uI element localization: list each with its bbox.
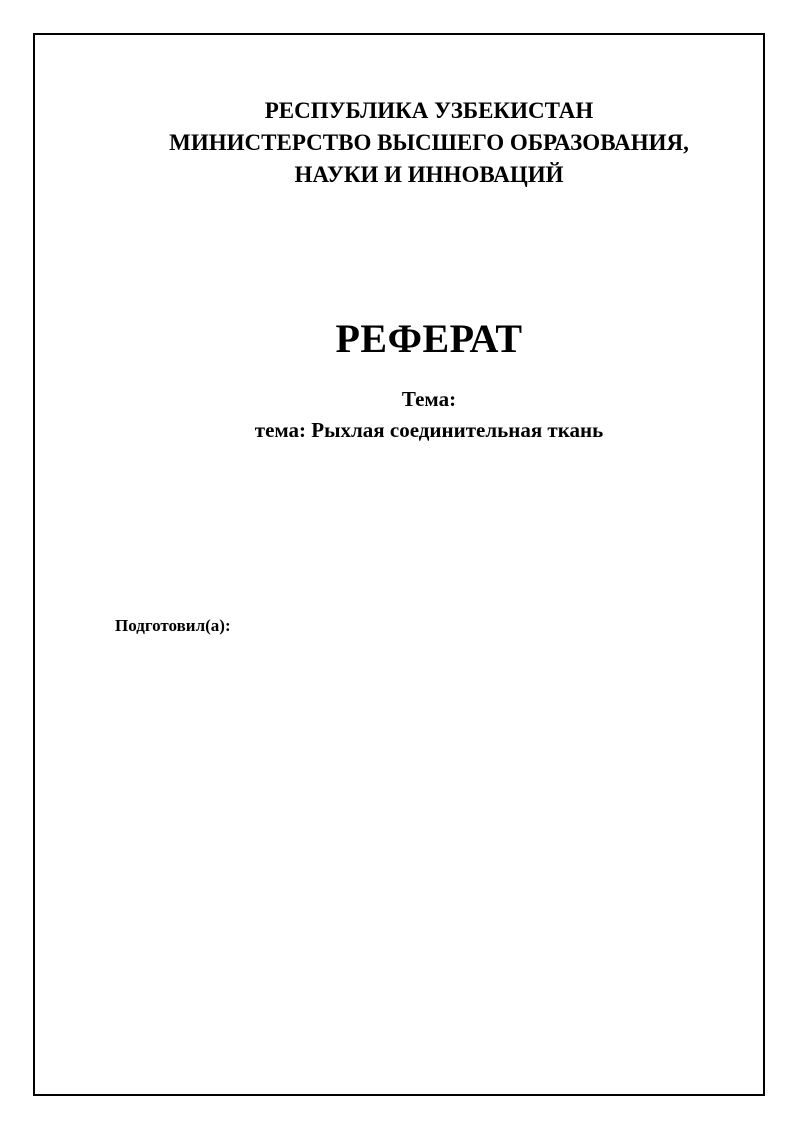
topic-value: тема: Рыхлая соединительная ткань: [254, 418, 604, 442]
page-border: [33, 33, 765, 1096]
topic-label: Тема:: [401, 387, 457, 411]
header-line-ministry-cont: НАУКИ И ИННОВАЦИЙ: [294, 162, 564, 187]
header-line-ministry: МИНИСТЕРСТВО ВЫСШЕГО ОБРАЗОВАНИЯ,: [169, 130, 689, 155]
header-line-country: РЕСПУБЛИКА УЗБЕКИСТАН: [264, 98, 594, 123]
document-title: РЕФЕРАТ: [335, 316, 523, 361]
prepared-by-label: Подготовил(а):: [115, 616, 231, 635]
ministry-header: [0, 95, 800, 191]
